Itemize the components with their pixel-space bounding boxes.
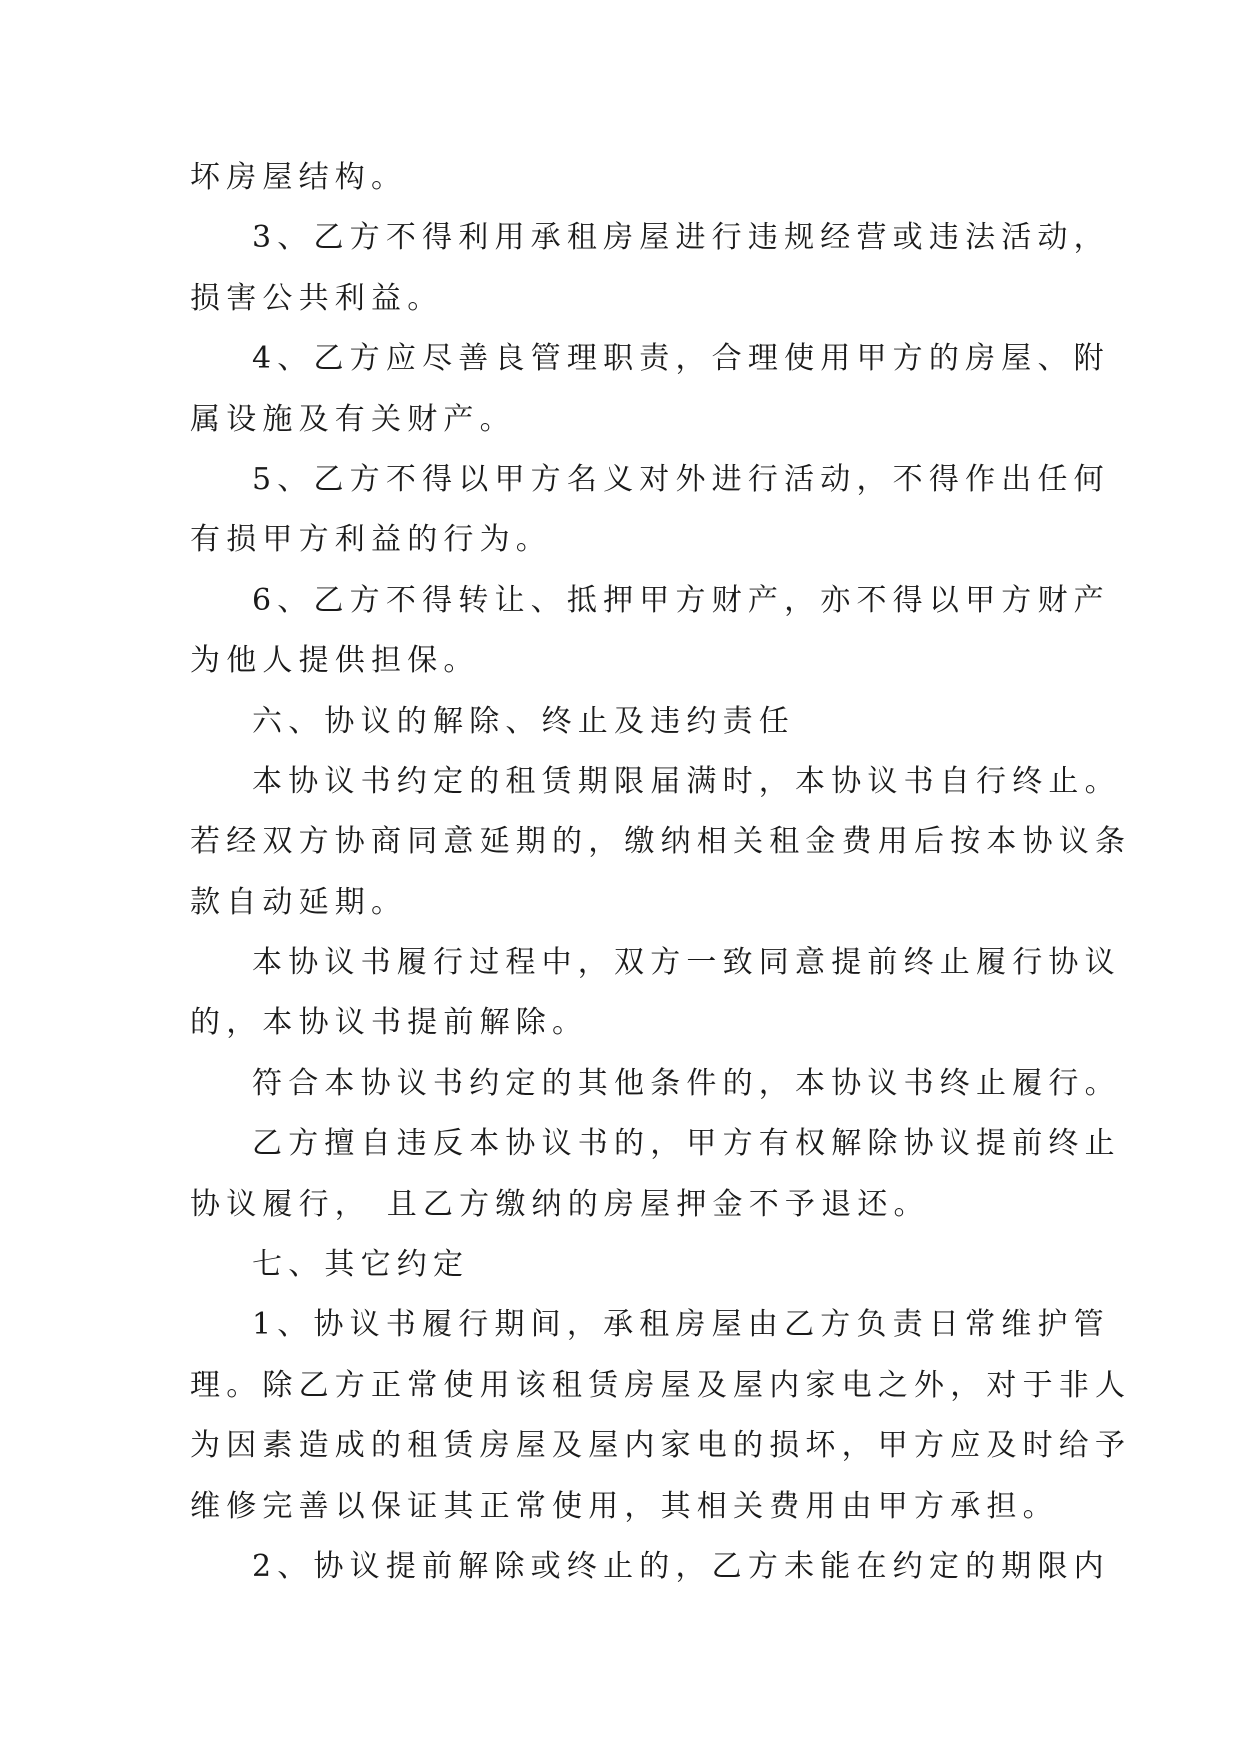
text-line: 维修完善以保证其正常使用，其相关费用由甲方承担。 (190, 1488, 1059, 1524)
text-line: 2、协议提前解除或终止的，乙方未能在约定的期限内 (252, 1548, 1110, 1584)
text-line: 协议履行， 且乙方缴纳的房屋押金不予退还。 (190, 1186, 930, 1222)
text-line: 为他人提供担保。 (190, 643, 480, 679)
text-line: 3、乙方不得利用承租房屋进行违规经营或违法活动， (252, 220, 1110, 256)
document-body (190, 148, 1132, 1597)
text-line: 符合本协议书约定的其他条件的，本协议书终止履行。 (252, 1065, 1121, 1101)
section-heading: 七、其它约定 (252, 1247, 470, 1283)
text-line: 4、乙方应尽善良管理职责，合理使用甲方的房屋、附 (252, 341, 1110, 377)
text-line: 坏房屋结构。 (190, 160, 408, 195)
text-line: 的，本协议书提前解除。 (190, 1005, 589, 1041)
text-line: 6、乙方不得转让、抵押甲方财产，亦不得以甲方财产 (252, 582, 1110, 618)
text-line: 若经双方协商同意延期的，缴纳相关租金费用后按本协议条 (190, 824, 1132, 860)
text-line: 为因素造成的租赁房屋及屋内家电的损坏，甲方应及时给予 (190, 1428, 1132, 1464)
text-line: 5、乙方不得以甲方名义对外进行活动，不得作出任何 (252, 461, 1110, 497)
text-line: 乙方擅自违反本协议书的，甲方有权解除协议提前终止 (252, 1126, 1121, 1162)
text-line: 损害公共利益。 (190, 280, 444, 316)
text-line: 有损甲方利益的行为。 (190, 522, 552, 558)
text-line: 1、协议书履行期间，承租房屋由乙方负责日常维护管 (252, 1307, 1110, 1343)
text-line: 款自动延期。 (190, 884, 408, 920)
text-line: 理。除乙方正常使用该租赁房屋及屋内家电之外，对于非人 (190, 1367, 1132, 1403)
text-line: 本协议书约定的租赁期限届满时，本协议书自行终止。 (252, 763, 1121, 799)
section-heading: 六、协议的解除、终止及违约责任 (252, 703, 795, 739)
text-line: 本协议书履行过程中，双方一致同意提前终止履行协议 (252, 945, 1121, 981)
text-line: 属设施及有关财产。 (190, 401, 516, 437)
